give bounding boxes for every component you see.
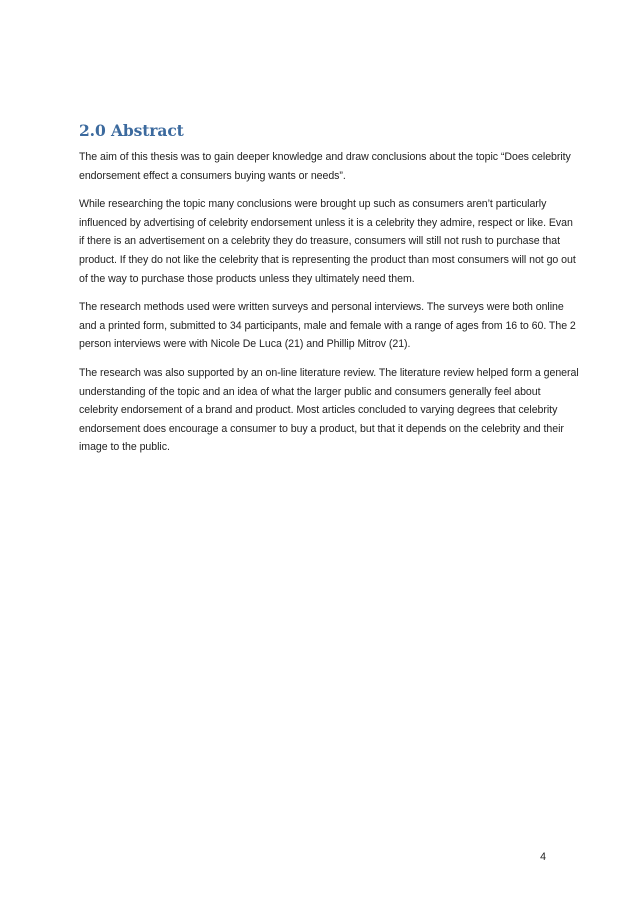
section-heading: 2.0 Abstract [79,121,184,140]
abstract-paragraph-1: The aim of this thesis was to gain deeper knowledge and draw conclusions about the topic “Does celebrity endorsement effect a consumers buying wants or needs”. [79,151,571,182]
abstract-section [79,118,579,467]
abstract-paragraph-4: The research was also supported by an on-line literature review. The literature review helped form a general understanding of the topic and an idea of what the larger public and consumers generally feel about celebrity endorsement of a brand and product. Most articles concluded to varying degrees that celebrity endorsement does encourage a consumer to buy a product, but that it depends on the celebrity and their image to the public. [79,366,579,454]
page-number: 4 [540,851,546,863]
abstract-paragraph-3: The research methods used were written surveys and personal interviews. The surveys were both online and a printed form, submitted to 34 participants, male and female with a range of ages from 16 to 60. The 2 person interviews were with Nicole De Luca (21) and Phillip Mitrov (21). [79,301,576,351]
abstract-paragraph-2: While researching the topic many conclusions were brought up such as consumers aren’t particularly influenced by advertising of celebrity endorsement unless it is a celebrity they admire, respect or like. Evan if there is an advertisement on a celebrity they do treasure, consumers will still not rush to purchase that product. If they do not like the celebrity that is representing the product than most consumers will not go out of the way to purchase those products unless they ultimately need them. [79,198,576,285]
